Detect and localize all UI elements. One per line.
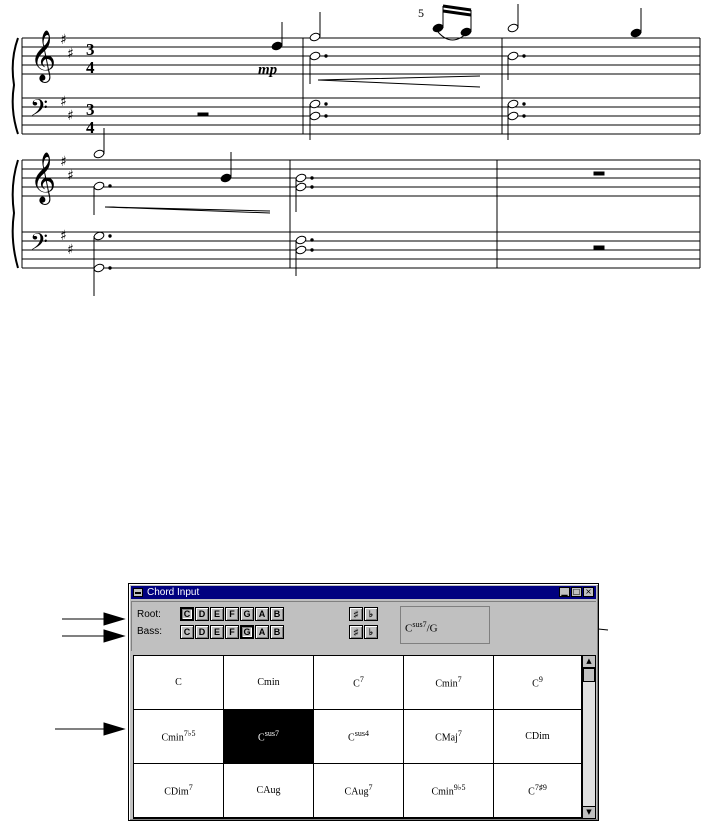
chord-extension: 9♭5: [453, 783, 466, 793]
chord-extension: 7♯9: [534, 783, 547, 793]
chord-display: [400, 606, 490, 644]
chord-extension: 7: [368, 783, 373, 793]
brace: [13, 160, 18, 268]
bass-key-b[interactable]: B: [270, 625, 284, 639]
title-bar: [131, 586, 596, 599]
root-key-b[interactable]: B: [270, 607, 284, 621]
time-sig-bottom: 4: [86, 58, 95, 77]
staff-lines-bass-1: [22, 98, 700, 134]
chord-cell[interactable]: [314, 710, 404, 764]
chord-name: C: [528, 786, 535, 798]
key-sharp: ♯: [67, 108, 74, 124]
chord-extension: 7: [457, 729, 462, 739]
bass-key-e[interactable]: E: [210, 625, 224, 639]
arrow-root: [104, 613, 124, 625]
chord-extension: 9: [538, 675, 543, 685]
root-key-e[interactable]: E: [210, 607, 224, 621]
maximize-icon[interactable]: □: [572, 587, 581, 596]
chord-name: CDim: [164, 786, 189, 798]
root-key-g[interactable]: G: [240, 607, 254, 621]
chord-extension: 7: [457, 675, 462, 685]
arrow-bass: [104, 630, 124, 642]
bass-clef: 𝄢: [30, 228, 49, 261]
chord-name: Cmin: [161, 732, 184, 744]
close-icon[interactable]: ×: [583, 587, 594, 597]
chord-cell[interactable]: [134, 710, 224, 764]
staff-lines-treble-1: [22, 38, 700, 74]
chord-extension: 7♭5: [183, 729, 196, 739]
minimize-icon[interactable]: ▁: [559, 587, 570, 597]
chord-extension: 7: [359, 675, 364, 685]
root-key-a[interactable]: A: [255, 607, 269, 621]
system-menu-icon[interactable]: [133, 588, 143, 597]
brace: [13, 38, 18, 134]
chord-name: C: [353, 678, 360, 690]
key-sharp: ♯: [67, 168, 74, 184]
key-sharp: ♯: [60, 154, 67, 170]
root-key-c[interactable]: C: [180, 607, 194, 621]
chord-name: C: [175, 677, 182, 688]
root-label: Root:: [137, 609, 161, 620]
chord-extension: sus4: [354, 729, 369, 739]
root-key-f[interactable]: F: [225, 607, 239, 621]
arrow-grid: [104, 723, 124, 735]
key-sharp: ♯: [67, 242, 74, 258]
bass-key-c[interactable]: C: [180, 625, 194, 639]
root-flat-button[interactable]: ♭: [364, 607, 378, 621]
treble-clef: 𝄞: [30, 30, 57, 81]
chord-cell[interactable]: [494, 656, 581, 710]
chord-cell[interactable]: [314, 764, 404, 818]
root-key-d[interactable]: D: [195, 607, 209, 621]
bass-key-a[interactable]: A: [255, 625, 269, 639]
hairpin: [318, 76, 480, 87]
chord-extension: 7: [188, 783, 193, 793]
root-sharp-button[interactable]: ♯: [349, 607, 363, 621]
staff-lines-bass-2: [22, 232, 700, 268]
chord-cell[interactable]: [134, 764, 224, 818]
window-title: Chord Input: [147, 587, 200, 598]
key-sharp: ♯: [60, 228, 67, 244]
time-sig-bottom: 4: [86, 118, 95, 137]
fingering-number: 5: [418, 6, 424, 20]
chord-cell[interactable]: [224, 656, 314, 710]
bass-key-f[interactable]: F: [225, 625, 239, 639]
chord-name: Cmin: [431, 786, 454, 798]
time-sig-top: 3: [86, 40, 95, 59]
music-score: [0, 0, 717, 330]
key-sharp: ♯: [60, 94, 67, 110]
chord-cell[interactable]: [494, 764, 581, 818]
chord-extension: sus7: [264, 729, 279, 739]
bass-label: Bass:: [137, 626, 163, 637]
chord-name: CAug: [344, 786, 369, 798]
key-selector-panel: [131, 601, 596, 651]
chord-name: CDim: [525, 731, 550, 742]
time-sig-top: 3: [86, 100, 95, 119]
scroll-down-icon[interactable]: ▼: [583, 806, 595, 818]
key-sharp: ♯: [60, 32, 67, 48]
bass-key-d[interactable]: D: [195, 625, 209, 639]
chord-name: C: [532, 678, 539, 690]
chord-name: C: [258, 732, 265, 744]
hairpin: [105, 207, 270, 213]
bass-clef: 𝄢: [30, 94, 49, 127]
display-suffix: sus7: [412, 620, 427, 629]
dynamic-marking: mp: [258, 62, 278, 78]
chord-cell[interactable]: [404, 764, 494, 818]
key-sharp: ♯: [67, 46, 74, 62]
chord-name: Cmin: [435, 678, 458, 690]
staff-lines-treble-2: [22, 160, 700, 196]
chord-cell[interactable]: [314, 656, 404, 710]
chord-cell[interactable]: [224, 764, 314, 818]
vertical-scrollbar[interactable]: [582, 655, 596, 819]
chord-cell[interactable]: [404, 656, 494, 710]
chord-name: CMaj: [435, 732, 458, 744]
chord-cell[interactable]: [134, 656, 224, 710]
chord-name: C: [348, 732, 355, 744]
scroll-thumb[interactable]: [583, 668, 595, 682]
chord-grid: [133, 655, 582, 819]
treble-clef: 𝄞: [30, 152, 57, 203]
display-bass: /G: [426, 622, 438, 635]
bass-flat-button[interactable]: ♭: [364, 625, 378, 639]
chord-cell[interactable]: [404, 710, 494, 764]
bass-sharp-button[interactable]: ♯: [349, 625, 363, 639]
chord-name: Cmin: [257, 677, 280, 688]
chord-cell[interactable]: [494, 710, 581, 764]
chord-input-window: [128, 583, 599, 821]
chord-name: CAug: [256, 785, 281, 796]
scroll-up-icon[interactable]: ▲: [583, 656, 595, 668]
display-root: C: [405, 622, 413, 635]
bass-key-g[interactable]: G: [240, 625, 254, 639]
chord-cell[interactable]: [224, 710, 314, 764]
